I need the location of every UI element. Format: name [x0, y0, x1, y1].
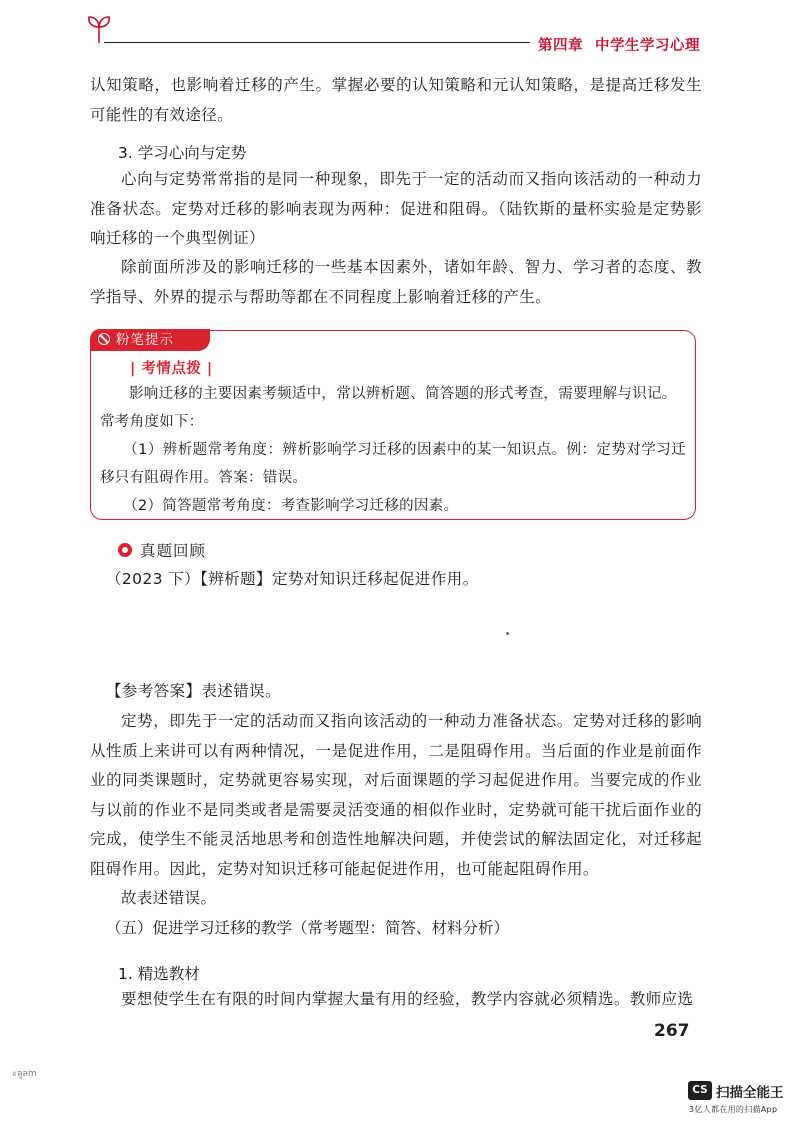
- review-title: 真题回顾: [140, 542, 207, 560]
- page-number: 267: [654, 1021, 690, 1041]
- tip-line-short-answer: （2）简答题常考角度：考查影响学习迁移的因素。: [123, 498, 459, 514]
- chapter-number: 第四章: [538, 38, 583, 54]
- tip-line-analysis: （1）辨析题常考角度：辨析影响学习迁移的因素中的某一知识点。例：定势对学习迁移只有阻碍作用。答案：错误。: [100, 442, 686, 486]
- chapter-header: [538, 34, 700, 55]
- corner-mark: ะลูลm: [12, 1069, 37, 1079]
- scan-speck: [506, 632, 509, 635]
- review-icon: [118, 543, 132, 557]
- header-rule: [104, 42, 530, 43]
- paragraph-other-factors: 除前面所涉及的影响迁移的一些基本因素外，诸如年龄、智力、学习者的态度、教学指导、外界的提示与帮助等都在不同程度上影响着迁移的产生。: [90, 258, 702, 306]
- tip-subtitle: | 考情点拨 |: [130, 361, 213, 377]
- tip-tab-label: 粉笔提示: [116, 332, 174, 348]
- paragraph-mindset-definition: 心向与定势常常指的是同一种现象，即先于一定的活动而又指向该活动的一种动力准备状态。定势对迁移的影响表现为两种：促进和阻碍。（陆钦斯的量杯实验是定势影响迁移的一个典型例证）: [90, 170, 702, 247]
- answer-label: 【参考答案】表述错误。: [106, 682, 281, 700]
- section-title: （五）促进学习迁移的教学（常考题型：简答、材料分析）: [106, 919, 510, 937]
- subsection-title: 1. 精选教材: [118, 965, 200, 983]
- section-paragraph: 要想使学生在有限的时间内掌握大量有用的经验，教学内容就必须精选。教师应选: [121, 990, 694, 1008]
- chapter-title: 中学生学习心理: [595, 38, 700, 54]
- tip-line-angles: 常考角度如下：: [100, 414, 204, 430]
- sprout-icon: [86, 14, 112, 44]
- tip-line-frequency: 影响迁移的主要因素考频适中，常以辨析题、简答题的形式考查，需要理解与识记。: [129, 386, 677, 402]
- answer-explanation: 定势，即先于一定的活动而又指向该活动的一种动力准备状态。定势对迁移的影响从性质上来讲可以有两种情况，一是促进作用，二是阻碍作用。当后面的作业是前面作业的同类课题时，定势就更容易实现，对后面课题的学习起促进作用。当要完成的作业与以前的作业不是同类或者是需要灵活变通的相似作业时，定势就可能干扰后面作业的完成，使学生不能灵活地思考和创造性地解决问题，并使尝试的解法固定化，对迁移起阻碍作用。因此，定势对知识迁移可能起促进作用，也可能起阻碍作用。: [90, 712, 702, 878]
- paragraph-cognitive-strategy: 认知策略，也影响着迁移的产生。掌握必要的认知策略和元认知策略，是提高迁移发生可能性的有效途径。: [90, 76, 702, 124]
- heading-mindset-text: 3. 学习心向与定势: [118, 144, 247, 162]
- heading-mindset: [118, 141, 246, 163]
- tip-tab: [90, 329, 210, 351]
- camscanner-tagline: 3亿人都在用的扫描App: [689, 1105, 778, 1114]
- camscanner-logo: CS: [688, 1081, 712, 1100]
- camscanner-name: 扫描全能王: [716, 1085, 784, 1101]
- prohibited-icon: [98, 333, 110, 345]
- answer-conclusion: 故表述错误。: [121, 889, 217, 907]
- exam-question: （2023 下）【辨析题】定势对知识迁移起促进作用。: [106, 570, 479, 588]
